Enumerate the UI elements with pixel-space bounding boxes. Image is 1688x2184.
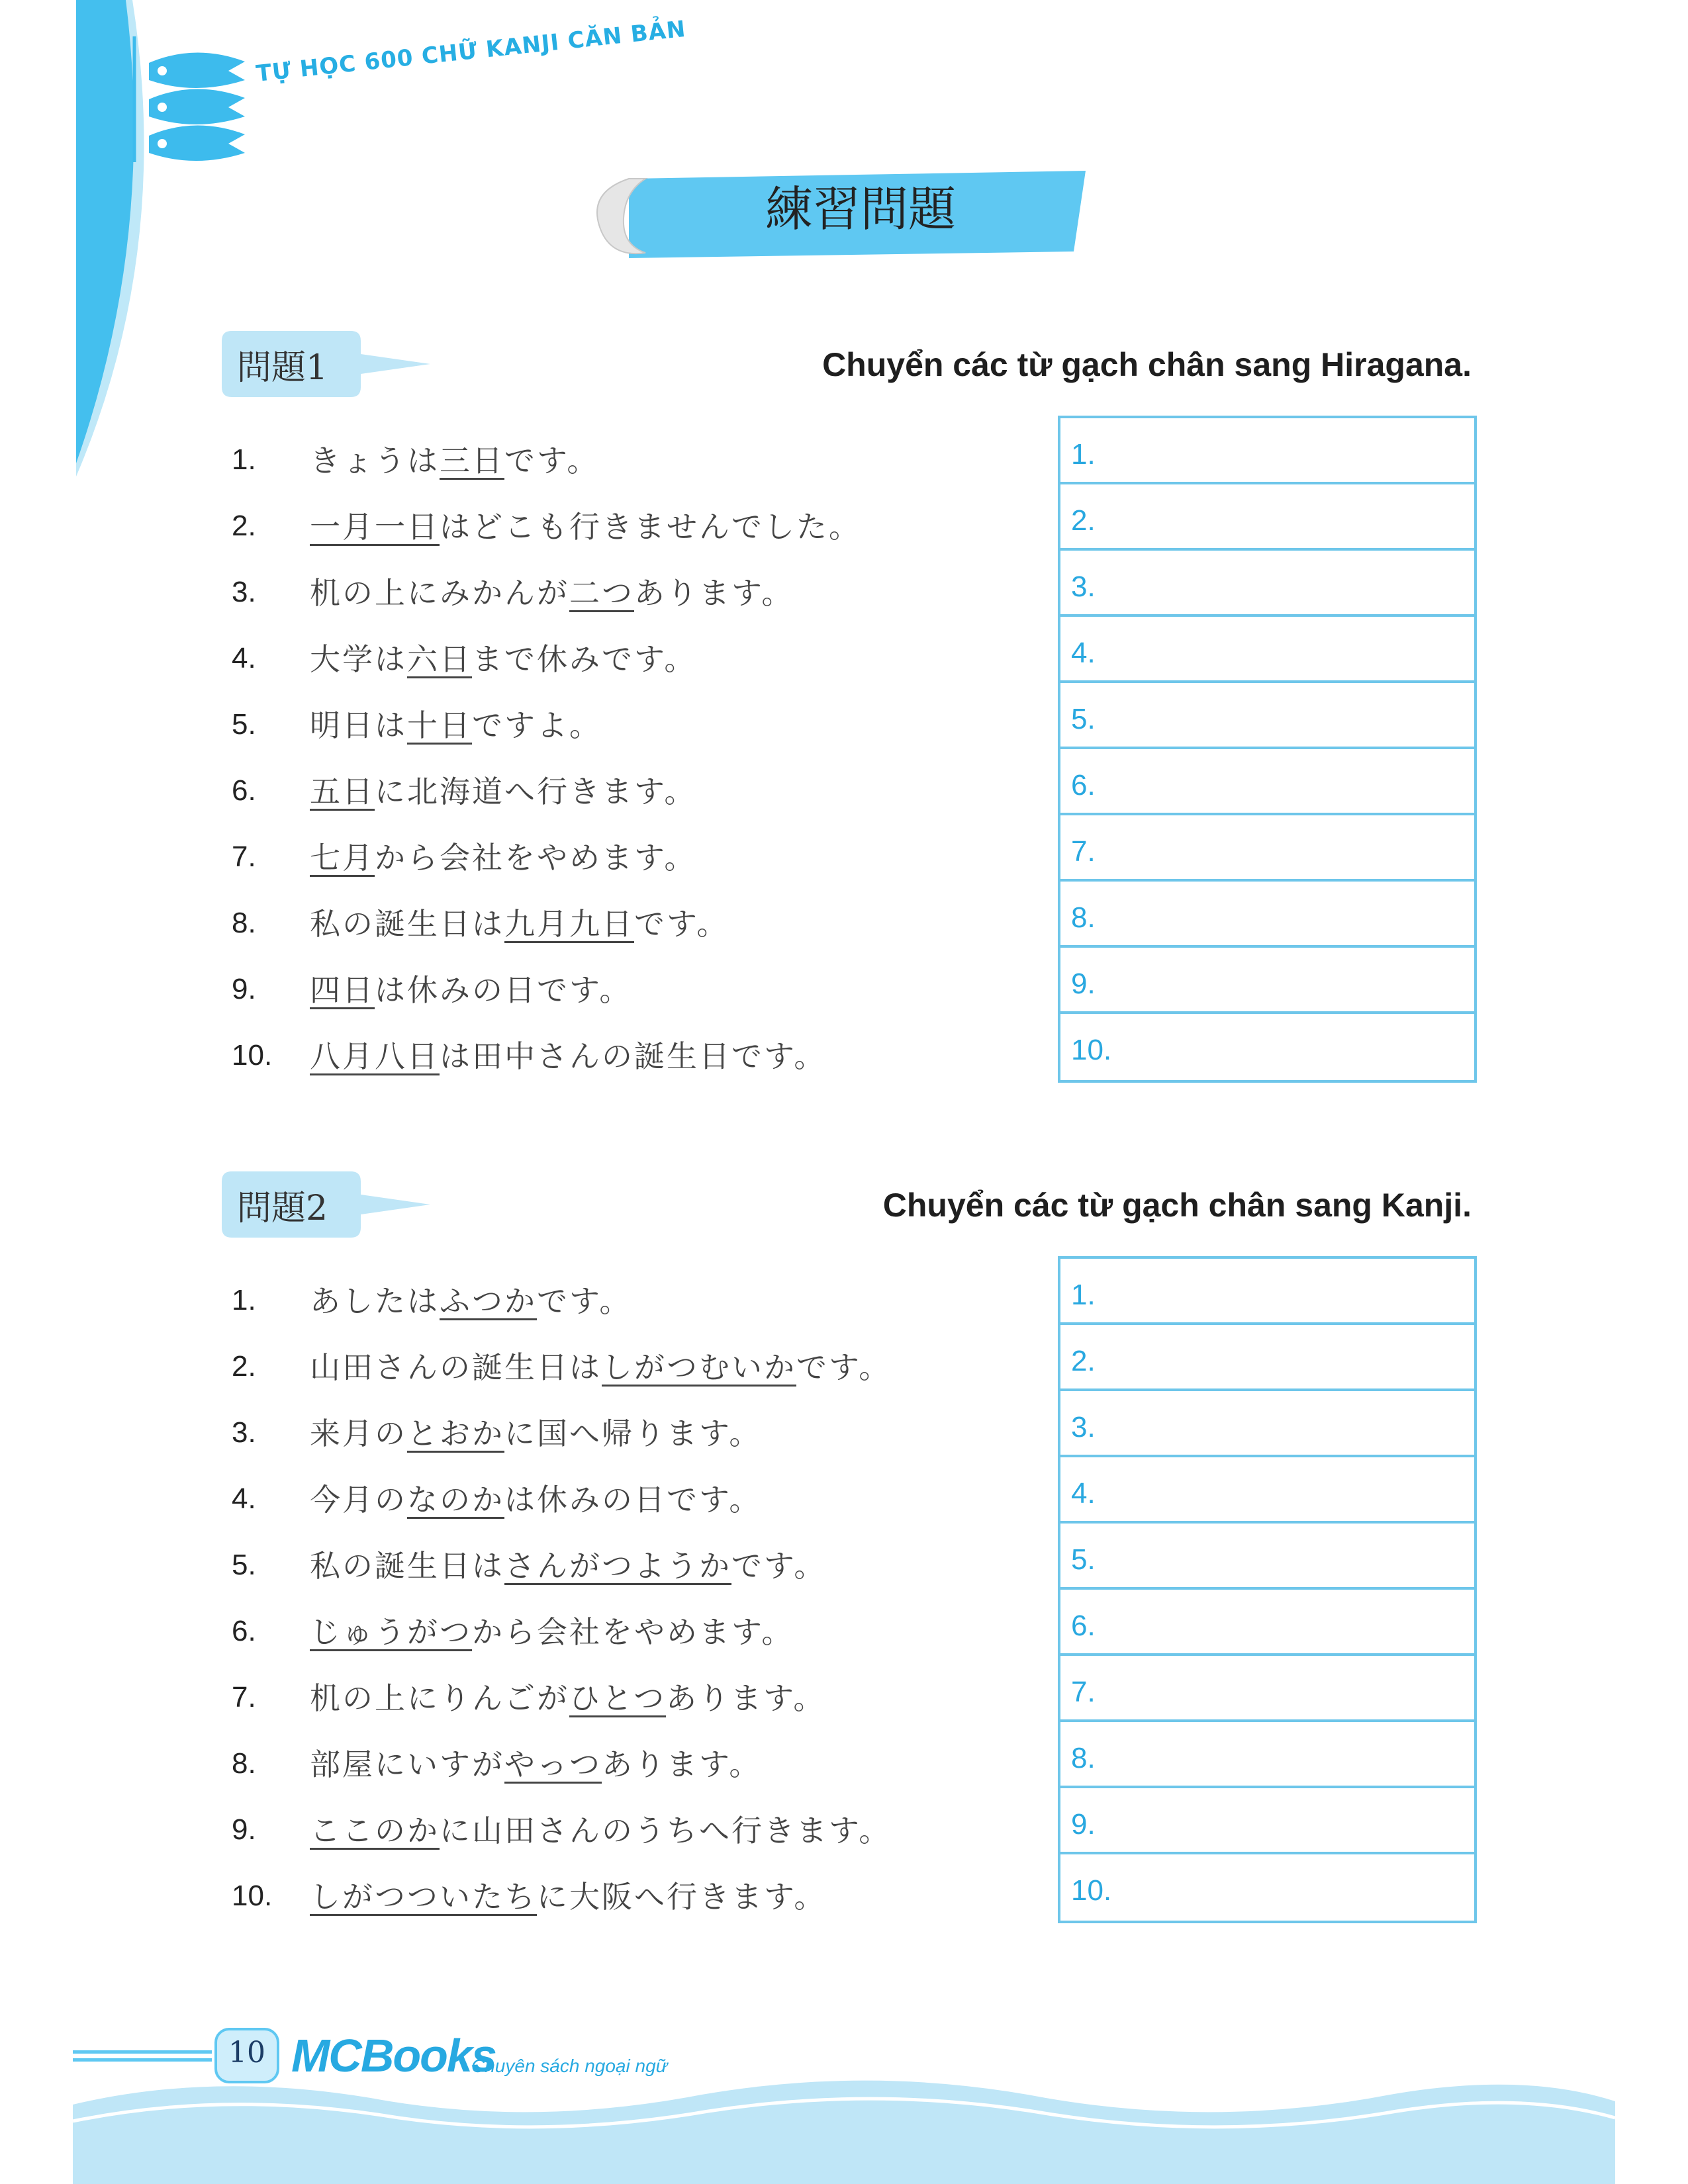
question-sentence [310, 1476, 761, 1520]
question-sentence [310, 1608, 794, 1652]
underlined-word: 八月八日 [310, 1038, 440, 1074]
sentence-part: 部屋にいすが [310, 1747, 504, 1782]
sentence-part: に北海道へ行きます。 [375, 774, 697, 809]
answer-field[interactable] [1060, 617, 1474, 683]
sentence-part: あります。 [666, 1680, 826, 1716]
answer-field[interactable] [1060, 418, 1474, 484]
sentence-part: です。 [504, 443, 600, 478]
sentence-part: 机の上にみかんが [310, 575, 569, 611]
answer-label: 7. [1071, 835, 1096, 868]
underlined-word: 九月九日 [504, 906, 634, 942]
underlined-word: さんがつようか [504, 1548, 731, 1584]
underlined-word: 十日 [407, 707, 472, 743]
answer-label: 7. [1071, 1676, 1096, 1708]
answer-field[interactable] [1060, 1656, 1474, 1722]
page-number: 10 [228, 2036, 265, 2070]
sentence-part: あります。 [634, 575, 794, 611]
page-title: 練習問題 [765, 181, 956, 237]
sentence-part: はどこも行きませんでした。 [440, 509, 861, 545]
underlined-word: とおか [407, 1416, 504, 1451]
question-sentence [310, 1542, 826, 1586]
answer-label: 3. [1071, 1411, 1096, 1443]
question-sentence [310, 503, 861, 547]
question-sentence [310, 834, 696, 878]
underlined-word: なのか [407, 1482, 504, 1518]
question-number: 9. [232, 1813, 256, 1846]
sentence-part: に大阪へ行きます。 [537, 1879, 827, 1915]
sentence-part: あります。 [602, 1747, 762, 1782]
underlined-word: やっつ [504, 1747, 602, 1782]
question-sentence [310, 900, 729, 944]
question-number: 6. [232, 774, 256, 807]
question-sentence [310, 768, 696, 811]
underlined-word: 四日 [310, 972, 375, 1008]
question-sentence [310, 1674, 825, 1718]
question-number: 10. [232, 1039, 273, 1071]
answer-field[interactable] [1060, 1391, 1474, 1457]
answer-label: 4. [1071, 637, 1096, 669]
question-number: 5. [232, 1549, 256, 1581]
question-number: 7. [232, 1681, 256, 1713]
underlined-word: しがつついたち [310, 1879, 537, 1915]
underlined-word: しがつむいか [602, 1349, 796, 1385]
answer-field[interactable] [1060, 1722, 1474, 1788]
answer-field[interactable] [1060, 1788, 1474, 1854]
answer-label: 3. [1071, 570, 1096, 603]
question-sentence [310, 635, 696, 679]
question-number: 2. [232, 1350, 256, 1383]
answer-label: 6. [1071, 1610, 1096, 1642]
underlined-word: 七月 [310, 840, 375, 876]
answer-field[interactable] [1060, 815, 1474, 882]
answer-label: 9. [1071, 1808, 1096, 1841]
answer-label: 8. [1071, 901, 1096, 934]
sentence-part: です。 [634, 906, 729, 942]
underlined-word: ふつか [440, 1283, 537, 1319]
question-sentence [310, 1741, 761, 1784]
sentence-part: 山田さんの誕生日は [310, 1349, 602, 1385]
answer-field[interactable] [1060, 484, 1474, 551]
underlined-word: じゅうがつ [310, 1614, 472, 1650]
underlined-word: 二つ [569, 575, 634, 611]
sentence-part: あしたは [310, 1283, 440, 1319]
question-sentence [310, 966, 632, 1010]
question-number: 4. [232, 1482, 256, 1515]
question-number: 2. [232, 510, 256, 542]
section2-tag: 問題2 [237, 1189, 328, 1228]
sentence-part: は休みの日です。 [375, 972, 632, 1008]
question-sentence [310, 1873, 826, 1917]
answer-label: 9. [1071, 968, 1096, 1000]
question-number: 1. [232, 443, 256, 476]
answer-field[interactable] [1060, 683, 1474, 749]
question-number: 8. [232, 1747, 256, 1780]
underlined-word: ひとつ [569, 1680, 667, 1716]
sentence-part: です。 [731, 1548, 827, 1584]
section2-answer-box [1058, 1256, 1477, 1923]
sentence-part: は休みの日です。 [504, 1482, 762, 1518]
question-sentence [310, 1277, 632, 1321]
answer-label: 8. [1071, 1742, 1096, 1774]
answer-label: 5. [1071, 703, 1096, 735]
footer-stripe [73, 2050, 212, 2062]
question-number: 9. [232, 973, 256, 1005]
question-number: 7. [232, 841, 256, 873]
question-sentence [310, 1343, 891, 1387]
answer-label: 2. [1071, 1345, 1096, 1377]
question-sentence [310, 702, 602, 745]
sentence-part: 私の誕生日は [310, 906, 504, 942]
underlined-word: 五日 [310, 774, 375, 809]
mcbooks-logo: MCBooks [291, 2030, 496, 2081]
answer-field[interactable] [1060, 1259, 1474, 1325]
question-sentence [310, 1032, 826, 1076]
underlined-word: ここのか [310, 1813, 440, 1848]
question-number: 3. [232, 1416, 256, 1449]
book-series-title: TỰ HỌC 600 CHỮ KANJI CĂN BẢN [255, 15, 688, 87]
question-sentence [310, 1807, 891, 1850]
answer-field[interactable] [1060, 1590, 1474, 1656]
sentence-part: に国へ帰ります。 [504, 1416, 762, 1451]
underlined-word: 一月一日 [310, 509, 440, 545]
koinobori-fish-icon [129, 36, 261, 162]
answer-label: 10. [1071, 1034, 1112, 1066]
question-number: 10. [232, 1880, 273, 1912]
underlined-word: 六日 [407, 641, 472, 677]
question-number: 1. [232, 1284, 256, 1316]
answer-label: 4. [1071, 1477, 1096, 1510]
answer-field[interactable] [1060, 1014, 1474, 1080]
sentence-part: 机の上にりんごが [310, 1680, 569, 1716]
question-number: 4. [232, 642, 256, 674]
sentence-part: きょうは [310, 443, 440, 478]
sentence-part: です。 [537, 1283, 632, 1319]
sentence-part: に山田さんのうちへ行きます。 [440, 1813, 892, 1848]
sentence-part: 大学は [310, 641, 407, 677]
answer-field[interactable] [1060, 1325, 1474, 1391]
sentence-part: 今月の [310, 1482, 407, 1518]
section1-instruction: Chuyển các từ gạch chân sang Hiragana. [822, 346, 1472, 383]
answer-field[interactable] [1060, 551, 1474, 617]
sentence-part: まで休みです。 [472, 641, 697, 677]
section2-instruction: Chuyển các từ gạch chân sang Kanji. [882, 1187, 1472, 1224]
section1-answer-box [1058, 416, 1477, 1083]
answer-field[interactable] [1060, 1854, 1474, 1921]
question-sentence [310, 569, 794, 613]
answer-label: 5. [1071, 1543, 1096, 1576]
question-number: 3. [232, 576, 256, 608]
answer-label: 10. [1071, 1874, 1112, 1907]
question-number: 6. [232, 1615, 256, 1647]
answer-field[interactable] [1060, 948, 1474, 1014]
underlined-word: 三日 [440, 443, 504, 478]
question-sentence [310, 1410, 761, 1453]
sentence-part: 明日は [310, 707, 407, 743]
answer-field[interactable] [1060, 1457, 1474, 1524]
sentence-part: から会社をやめます。 [375, 840, 697, 876]
answer-label: 1. [1071, 438, 1096, 471]
answer-label: 2. [1071, 504, 1096, 537]
question-number: 5. [232, 708, 256, 741]
sentence-part: ですよ。 [472, 707, 602, 743]
question-number: 8. [232, 907, 256, 939]
sentence-part: から会社をやめます。 [472, 1614, 794, 1650]
answer-field[interactable] [1060, 882, 1474, 948]
answer-label: 6. [1071, 769, 1096, 801]
answer-field[interactable] [1060, 749, 1474, 815]
section1-tag: 問題1 [237, 348, 328, 388]
sentence-part: です。 [796, 1349, 892, 1385]
answer-label: 1. [1071, 1279, 1096, 1311]
mcbooks-tagline: Chuyên sách ngoại ngữ [471, 2056, 668, 2076]
answer-field[interactable] [1060, 1524, 1474, 1590]
sentence-part: は田中さんの誕生日です。 [440, 1038, 827, 1074]
sentence-part: 来月の [310, 1416, 407, 1451]
question-sentence [310, 437, 599, 480]
sentence-part: 私の誕生日は [310, 1548, 504, 1584]
